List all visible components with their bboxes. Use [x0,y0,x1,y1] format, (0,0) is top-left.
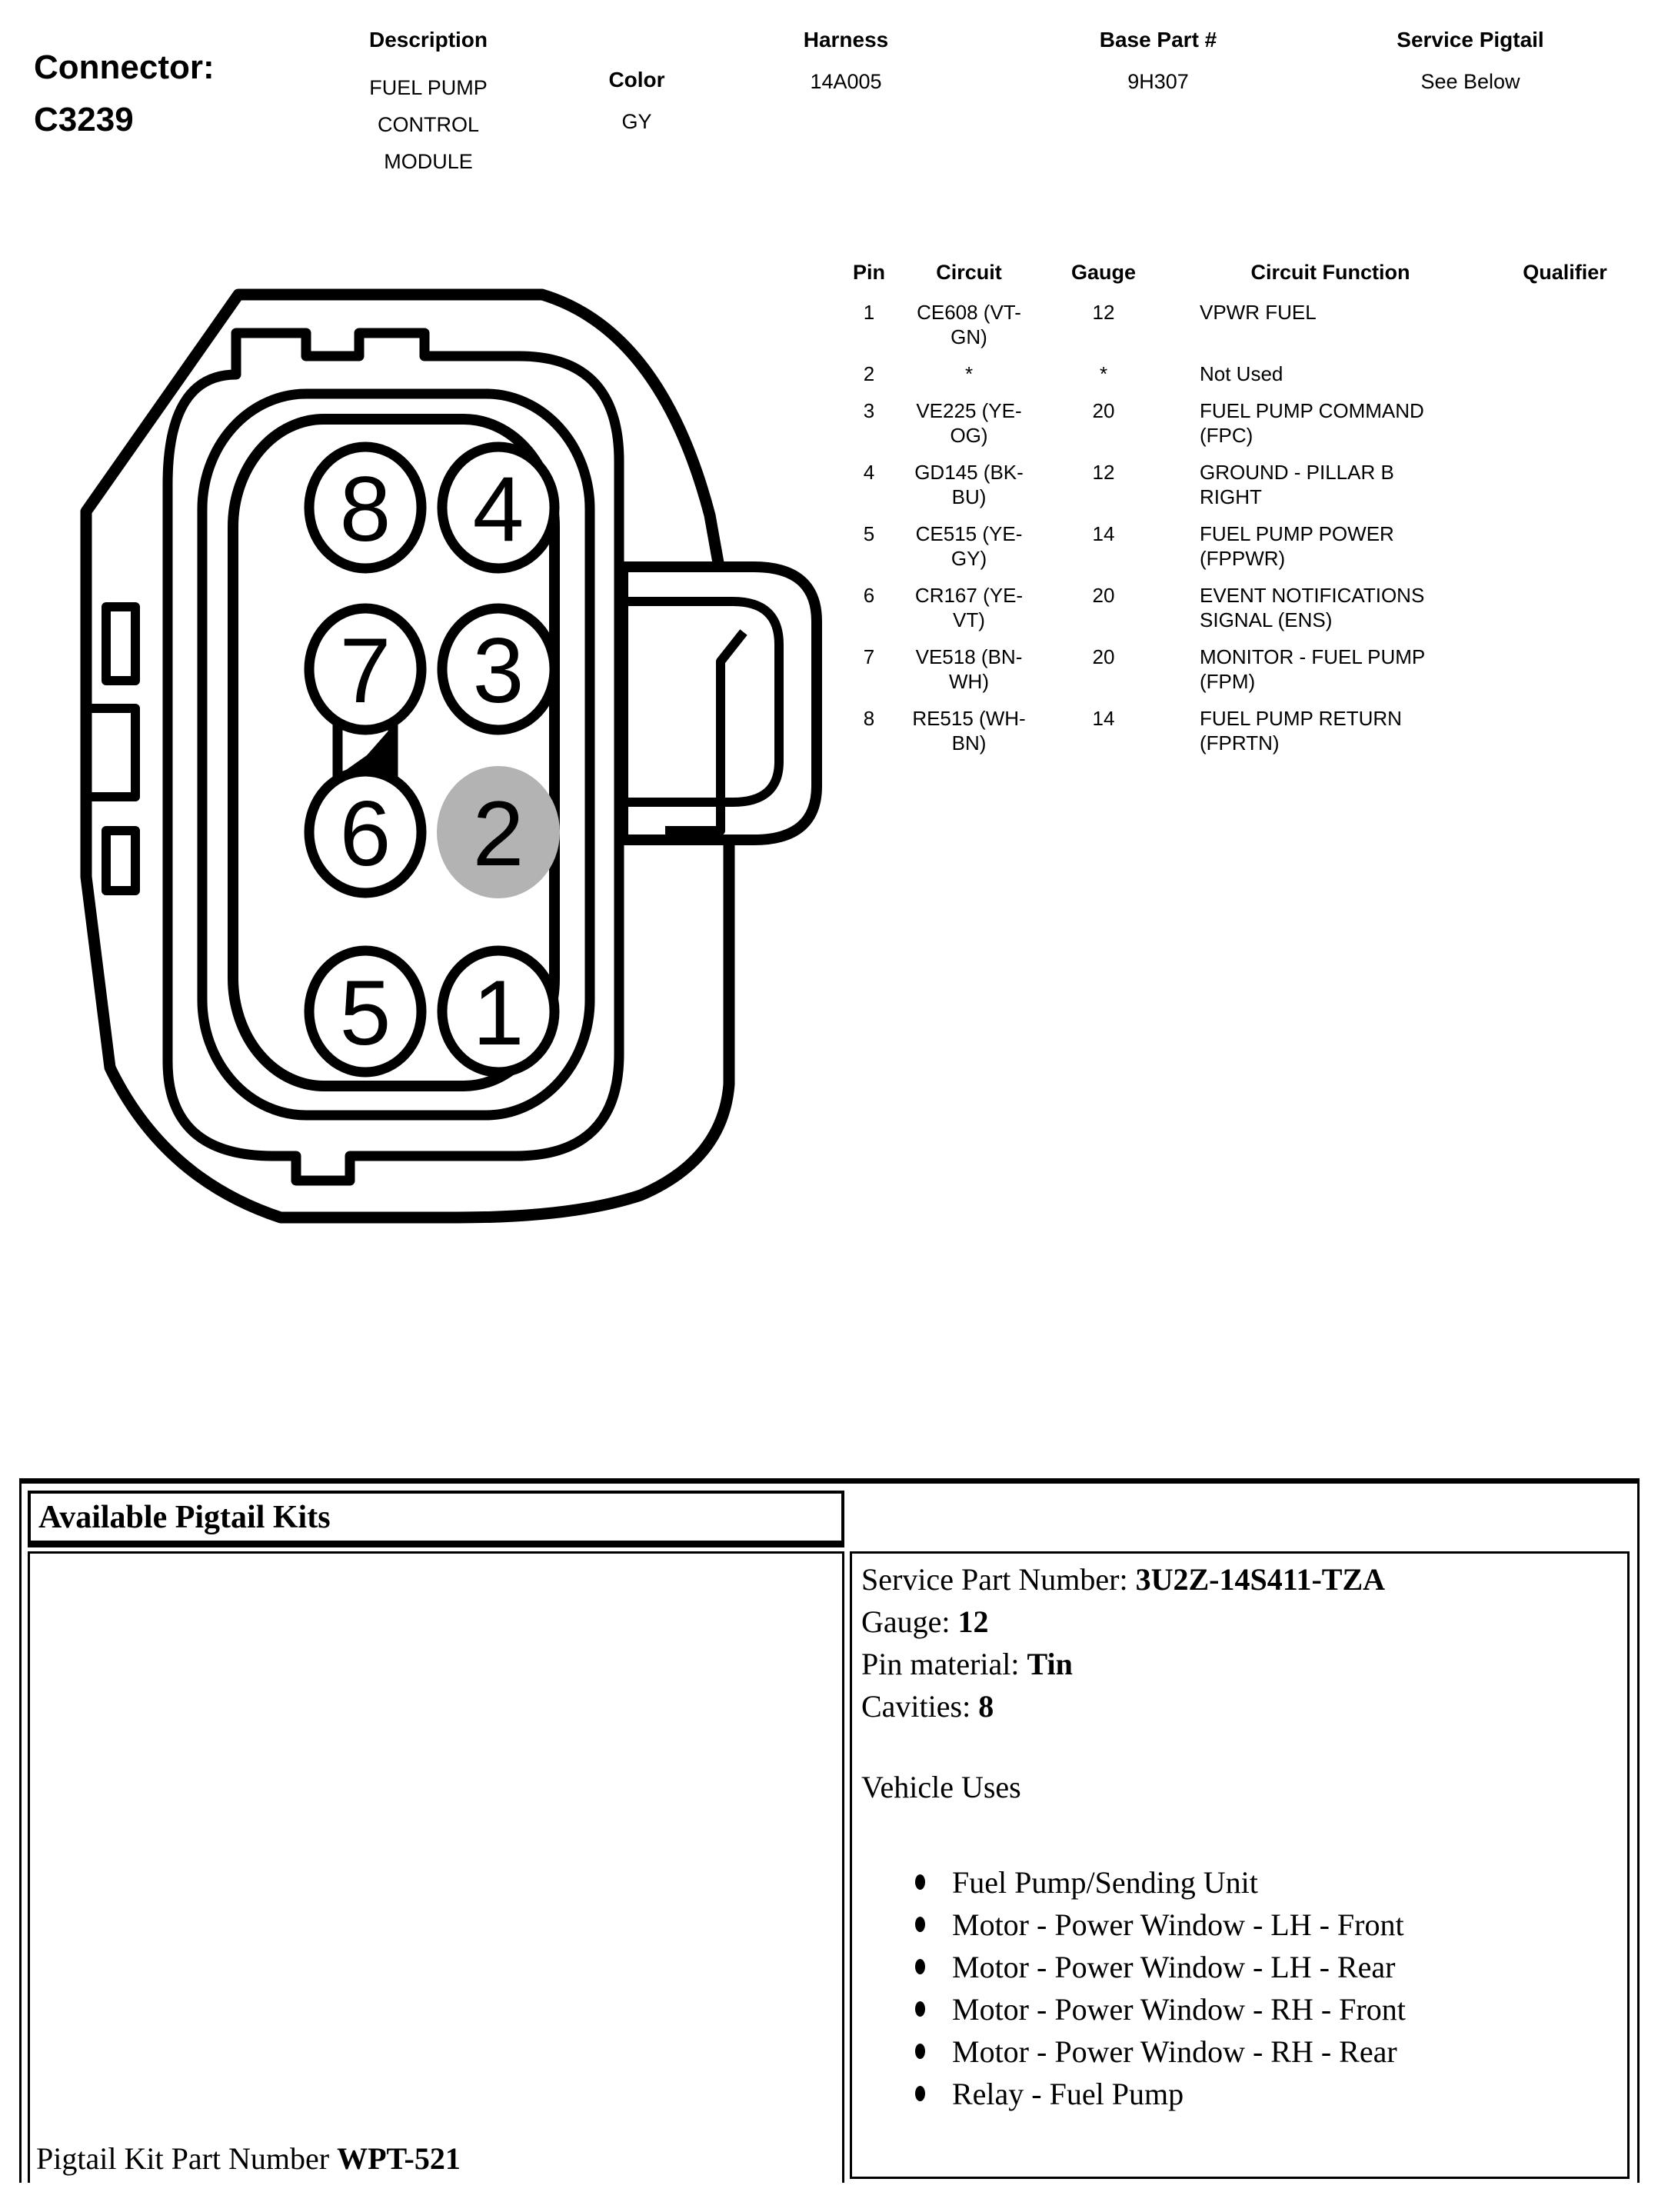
table-row [838,706,1638,755]
function-cell: VPWR FUEL [1200,301,1317,324]
pin-table-header-function: Circuit Function [1250,261,1410,284]
table-row [838,361,1638,386]
bullet-icon [915,1874,925,1890]
column-value-service-pigtail: See Below [1420,70,1520,93]
circuit-cell: RE515 (WH-BN) [912,707,1026,755]
cavities-value: 8 [978,1689,994,1724]
column-label-service-pigtail: Service Pigtail [1397,28,1544,52]
gauge-cell: 20 [1092,645,1115,668]
function-cell: FUEL PUMP POWER (FPPWR) [1200,522,1394,570]
pin-material-line [861,1643,1620,1685]
pin-material-label: Pin material: [861,1647,1027,1681]
circuit-cell: VE518 (BN-WH) [915,645,1023,693]
list-item [861,1946,1620,1988]
pigtail-kit-cell [28,1551,844,2183]
pin-cell: 4 [863,461,875,484]
table-row [838,398,1638,448]
column-label-color: Color [608,68,665,92]
cavities-label: Cavities: [861,1689,979,1724]
pin-table [838,260,1638,755]
pin-cell: 5 [863,522,875,545]
gauge-line [861,1601,1620,1643]
pin-table-header-pin: Pin [852,261,885,284]
service-part-number-line [861,1558,1620,1601]
qualifier-cell [1461,706,1638,755]
vehicle-use-text: Motor - Power Window - RH - Front [952,1992,1406,2027]
circuit-cell: CE608 (VT-GN) [917,301,1021,348]
pigtail-kit-part-number-label: Pigtail Kit Part Number [36,2141,338,2176]
table-row [838,645,1638,694]
gauge-cell: 20 [1092,399,1115,422]
gauge-cell: 12 [1092,461,1115,484]
function-cell: EVENT NOTIFICATIONS SIGNAL (ENS) [1200,584,1425,631]
column-label-base-part: Base Part # [1099,28,1217,52]
table-row [838,583,1638,632]
cavities-line [861,1685,1620,1727]
connector-id: C3239 [34,101,134,138]
function-cell: MONITOR - FUEL PUMP (FPM) [1200,645,1425,693]
function-cell: FUEL PUMP RETURN (FPRTN) [1200,707,1402,755]
list-item [861,2073,1620,2115]
bullet-icon [915,1917,925,1932]
service-part-cell [850,1551,1630,2179]
pin-2-number: 2 [472,782,524,885]
circuit-cell: * [964,362,974,385]
list-item [861,2030,1620,2073]
pin-6-number: 6 [339,782,391,885]
circuit-cell: VE225 (YE-OG) [916,399,1022,447]
circuit-cell: CR167 (YE-VT) [914,584,1024,631]
pin-cell: 2 [863,362,875,385]
connector-face-diagram [42,254,827,1261]
pin-table-header-gauge: Gauge [1070,261,1137,284]
pin-table-header-qualifier: Qualifier [1523,261,1607,284]
table-row [838,521,1638,571]
pin-cell: 3 [863,399,875,422]
vehicle-use-text: Motor - Power Window - LH - Front [952,1907,1404,1942]
gauge-label: Gauge: [861,1604,958,1639]
pin-1-number: 1 [472,961,524,1064]
gauge-value: 12 [957,1604,989,1639]
pin-cell: 6 [863,584,875,607]
table-row [838,300,1638,349]
table-row [838,460,1638,509]
circuit-cell: GD145 (BK-BU) [914,461,1024,508]
gauge-cell: 14 [1092,522,1115,545]
pin-table-header-circuit: Circuit [936,261,1002,284]
qualifier-cell [1461,583,1638,632]
qualifier-cell [1461,460,1638,509]
vehicle-use-text: Motor - Power Window - LH - Rear [952,1950,1396,1984]
column-value-color: GY [621,110,652,133]
list-item [861,1988,1620,2030]
circuit-cell: CE515 (YE-GY) [915,522,1023,570]
connector-label: Connector: [34,48,215,86]
pigtail-kits-title: Available Pigtail Kits [38,1499,331,1535]
pigtail-kits-table [19,1478,1640,2183]
vehicle-use-text: Motor - Power Window - RH - Rear [952,2034,1397,2069]
function-cell: Not Used [1200,362,1283,385]
list-item [861,1861,1620,1904]
service-part-number-label: Service Part Number: [861,1562,1136,1597]
function-cell: GROUND - PILLAR B RIGHT [1200,461,1394,508]
pin-4-number: 4 [472,458,524,561]
column-value-base-part: 9H307 [1127,70,1189,93]
pin-table-header-row [838,260,1638,285]
pin-8-number: 8 [339,458,391,561]
pin-cell: 8 [863,707,875,730]
pin-7-number: 7 [339,619,391,722]
pigtail-kit-part-number-value: WPT-521 [337,2141,461,2176]
pigtail-kit-part-number-line [36,2140,461,2177]
bullet-icon [915,1959,925,1974]
vehicle-uses-title: Vehicle Uses [861,1770,1021,1804]
gauge-cell: 12 [1092,301,1115,324]
gauge-cell: 14 [1092,707,1115,730]
qualifier-cell [1461,361,1638,386]
pin-cell: 7 [863,645,875,668]
pin-material-value: Tin [1027,1647,1073,1681]
column-label-description: Description [368,28,488,52]
list-item [861,1904,1620,1946]
qualifier-cell [1461,521,1638,571]
vehicle-uses-list [861,1861,1620,2115]
column-value-harness: 14A005 [810,70,882,93]
service-part-number-value: 3U2Z-14S411-TZA [1135,1562,1386,1597]
qualifier-cell [1461,645,1638,694]
function-cell: FUEL PUMP COMMAND (FPC) [1200,399,1424,447]
pin-3-number: 3 [472,619,524,722]
gauge-cell: * [1099,362,1108,385]
column-label-harness: Harness [803,28,889,52]
pigtail-kits-title-cell [28,1491,844,1547]
bullet-icon [915,2044,925,2059]
bullet-icon [915,2001,925,2017]
gauge-cell: 20 [1092,584,1115,607]
vehicle-use-text: Relay - Fuel Pump [952,2077,1184,2111]
column-value-description: FUEL PUMP CONTROL MODULE [369,76,488,173]
vehicle-use-text: Fuel Pump/Sending Unit [952,1865,1258,1900]
qualifier-cell [1461,398,1638,448]
qualifier-cell [1461,300,1638,349]
pin-5-number: 5 [339,961,391,1064]
pin-cell: 1 [863,301,875,324]
bullet-icon [915,2086,925,2101]
